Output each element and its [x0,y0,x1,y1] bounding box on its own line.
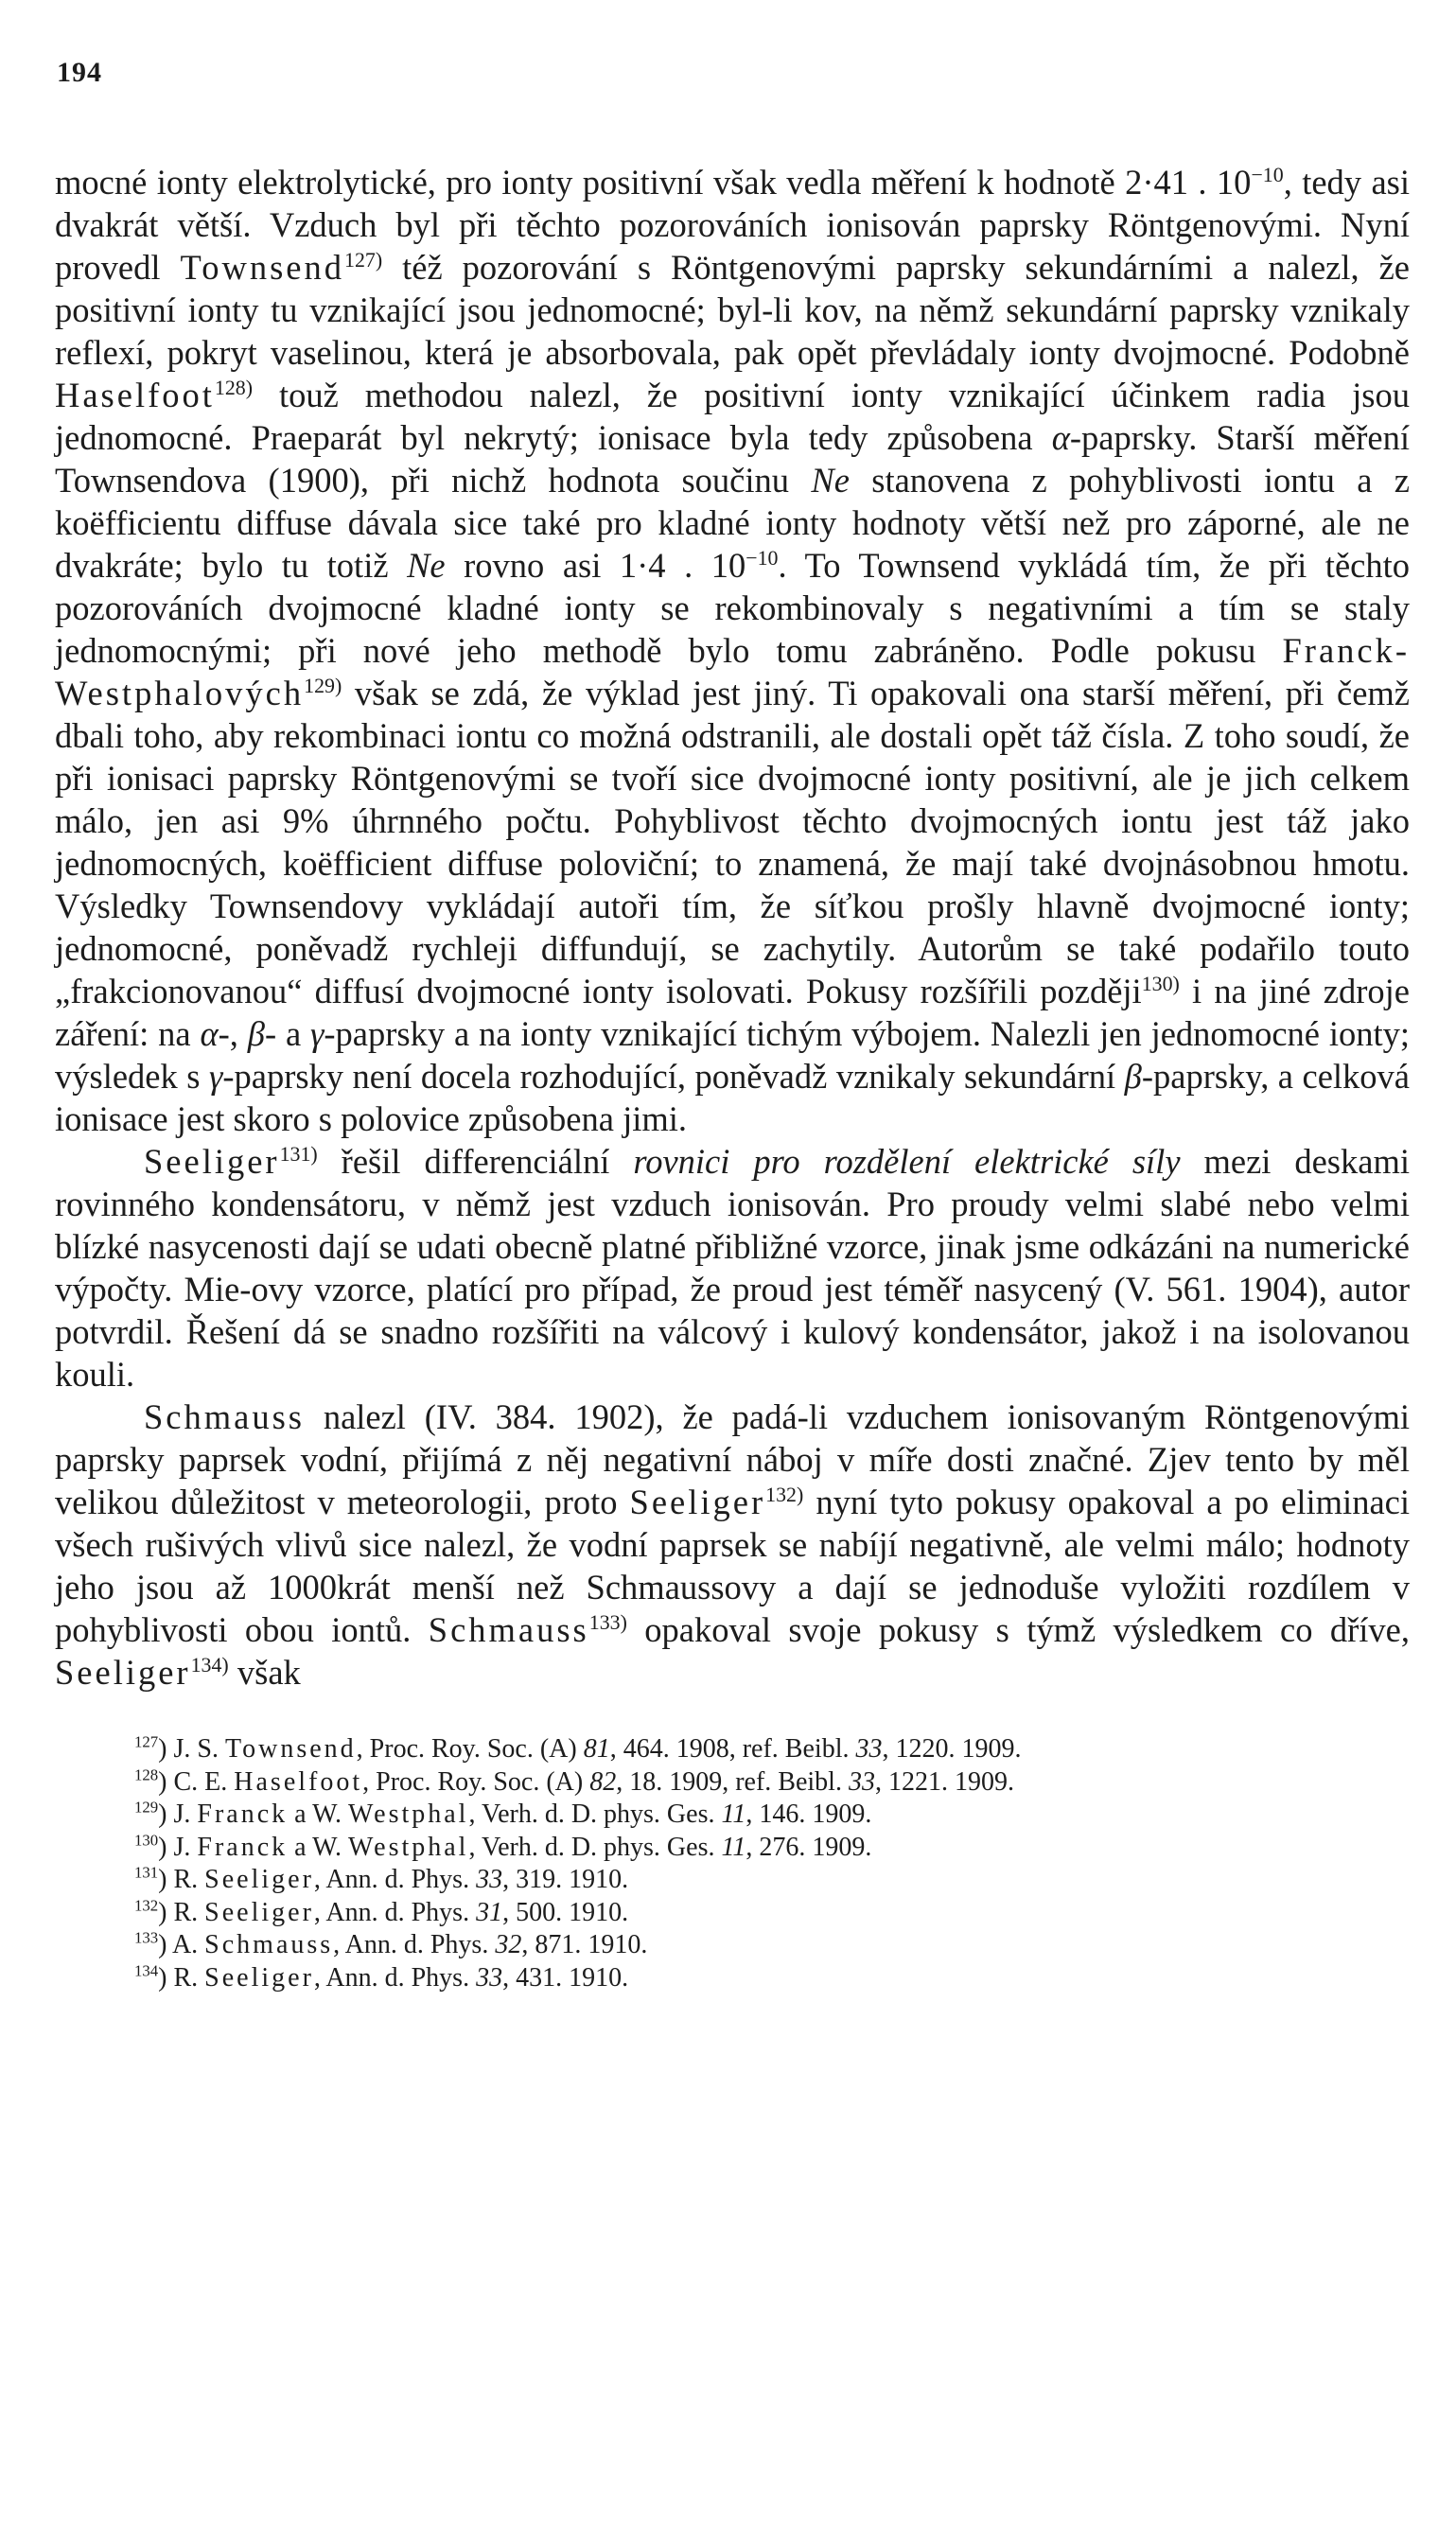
footnote [55,1864,1410,1897]
author-name: Schmauss [204,1930,334,1959]
reference-mark: 131) [279,1141,318,1166]
text-run: , 1221. 1909. [874,1766,1014,1797]
text-run: ) J. [158,1832,198,1862]
text-run: rovno asi 1·4 . 10 [445,546,746,585]
text-run: -, [218,1014,248,1053]
author-name: Seeliger [629,1483,766,1521]
text-run: , Ann. d. Phys. [313,1897,477,1927]
text-run: -paprsky. Starší měření Townsendova (1900), při nichž hodnota součinu [55,418,1410,500]
italic-text: β [1124,1057,1142,1096]
text-run: -paprsky a na ionty vznikající tichým výbojem. Nalezli jen jednomocné ionty; výsledek s [55,1014,1410,1096]
text-run: -paprsky, a celková ionisace jest skoro s polovice způsobena jimi. [55,1057,1410,1138]
page-number: 194 [57,57,102,88]
text-run: . To Townsend vykládá tím, že při těchto pozorováních dvojmocné kladné ionty se rekombinovaly s negativními a tím se staly jednomocnými; při nové jeho methodě bylo tomu zabráněno. Podle pokusu [55,546,1410,670]
text-run: , Proc. Roy. Soc. (A) [356,1734,584,1764]
text-run: nyní tyto pokusy opakoval a po eliminaci všech rušivých vlivů sice nalezl, že vodní paprsek se nabíjí negativně, ale velmi málo; hodnoty jeho jsou až 1000krát menší než Schmaussovy a dají se jednoduše vyložiti rozdílem v pohyblivosti obou iontů. [55,1483,1410,1649]
text-run: též pozorování s Röntgenovými paprsky sekundárními a nalezl, že positivní ionty tu vznikající jsou jednomocné; byl-li kov, na němž sekundární paprsky vznikaly reflexí, pokryt vaselinou, která je absorbovala, pak opět převládaly ionty dvojmocné. Podobně [55,248,1410,372]
text-run: , Ann. d. Phys. [313,1865,477,1894]
author-name: Seeliger [204,1865,314,1894]
reference-mark: 128) [214,375,254,399]
text-run: , Ann. d. Phys. [333,1930,496,1959]
text-run: , tedy asi dvakrát větší. Vzduch byl při těchto pozorováních ionisován paprsky Röntgenovými. Nyní provedl [55,163,1411,287]
text-run: ) C. E. [158,1766,235,1797]
text-run: a W. [288,1800,348,1829]
text-run: ) J. S. [158,1734,225,1764]
reference-mark: 129) [304,673,342,697]
author-name: Seeliger [144,1142,280,1181]
text-run: , Ann. d. Phys. [313,1962,477,1993]
italic-text: γ [208,1057,223,1096]
reference-mark: 133) [588,1609,627,1634]
reference-mark: 131 [134,1863,159,1882]
text-run: , 319. 1910. [502,1865,629,1894]
text-run: ) J. [158,1800,198,1829]
italic-text: 33 [476,1865,503,1894]
text-run: , 871. 1910. [521,1930,648,1959]
author-name: Westphal [347,1800,469,1829]
reference-mark: 132) [765,1482,804,1506]
body-text [55,161,1410,1694]
text-run: -paprsky není docela rozhodující, poněvadž vznikaly sekundární [222,1057,1125,1096]
author-name: Seeliger [204,1962,314,1993]
author-name: Seeliger [55,1653,191,1692]
italic-text: 33 [848,1766,875,1797]
reference-mark: 128 [134,1765,159,1784]
reference-mark: 127) [344,247,383,272]
reference-mark: 133 [134,1928,159,1947]
reference-mark: 134 [134,1961,159,1980]
italic-text: 32 [495,1930,522,1959]
reference-mark: 130) [1141,971,1180,995]
author-name: Franck [197,1800,289,1829]
author-name: Seeliger [204,1897,314,1927]
text-run: , 276. 1909. [746,1832,872,1862]
italic-text: 11 [721,1832,746,1862]
text-run: ) R. [158,1897,205,1927]
text-run: , 500. 1910. [502,1897,629,1927]
italic-text: Ne [407,546,446,585]
text-run: , 1220. 1909. [882,1734,1022,1764]
text-run: touž methodou nalezl, že positivní ionty vznikající účinkem radia jsou jednomocné. Praeparát byl nekrytý; ionisace byla tedy způsobena [55,376,1410,457]
author-name: Townsend [180,248,344,287]
text-run: nalezl (IV. 384. 1902), že padá-li vzduchem ionisovaným Röntgenovými paprsky paprsek vodní, přijímá z něj negativní náboj v míře dosti značné. Zjev tento by měl velikou důležitost v meteorologii, proto [55,1397,1410,1521]
italic-text: β [247,1014,265,1053]
author-name: Haselfoot [234,1766,363,1797]
footnote [55,1733,1410,1766]
footnote [55,1799,1410,1832]
italic-text: 31 [476,1897,503,1927]
text-run: opakoval svoje pokusy s týmž výsledkem co dříve, [626,1610,1410,1649]
text-run: řešil differenciální [317,1142,634,1181]
text-run: však [228,1653,301,1692]
text-run: , Verh. d. D. phys. Ges. [468,1800,722,1829]
italic-text: 81 [583,1734,610,1764]
reference-mark: −10 [1251,162,1284,186]
text-run: , 146. 1909. [746,1800,872,1829]
text-run: však se zdá, že výklad jest jiný. Ti opakovali ona starší měření, při čemž dbali toho, aby rekombinaci iontu co možná odstranili, ale dostali opět táž čísla. Z toho soudí, že při ionisaci paprsky Röntgenovými se tvoří sice dvojmocné ionty positivní, ale je jich celkem málo, jen asi 9% úhrnného počtu. Pohyblivost těchto dvojmocných iontu jest táž jako jednomocných, koëfficient diffuse poloviční; to znamená, že mají také dvojnásobnou hmotu. Výsledky Townsendovy vykládají autoři tím, že síťkou prošly hlavně dvojmocné ionty; jednomocné, poněvadž rychleji diffundují, se zachytily. Autorům se také podařilo touto „frakcionovanou“ diffusí dvojmocné ionty isolovati. Pokusy rozšířili později [55,674,1410,1010]
text-run: , 431. 1910. [502,1962,629,1993]
footnotes [55,1733,1410,1994]
author-name: Schmauss [144,1397,305,1436]
italic-text: 82 [589,1766,617,1797]
footnote [55,1832,1410,1865]
author-name: Townsend [224,1734,357,1764]
author-name: Franck-Westphalových [55,631,1410,712]
reference-mark: −10 [746,545,779,570]
italic-text: 11 [721,1800,746,1829]
author-name: Haselfoot [55,376,215,414]
document-page [55,57,1410,1994]
text-run: , 18. 1909, ref. Beibl. [616,1766,849,1797]
text-run: ) A. [158,1930,205,1959]
paragraph [55,161,1410,1140]
text-run: ) R. [158,1962,205,1993]
italic-text: rovnici pro rozdělení elektrické síly [633,1142,1181,1181]
text-run: a W. [288,1832,348,1862]
footnote [55,1897,1410,1930]
italic-text: 33 [855,1734,883,1764]
text-run: , 464. 1908, ref. Beibl. [609,1734,856,1764]
italic-text: α [1051,418,1070,457]
footnote [55,1962,1410,1995]
text-run: mezi deskami rovinného kondensátoru, v němž jest vzduch ionisován. Pro proudy velmi slabé nebo velmi blízké nasycenosti dají se udati obecně platné přibližné vzorce, jinak jsme odkázáni na numerické výpočty. Mie-ovy vzorce, platící pro případ, že proud jest téměř nasycený (V. 561. 1904), autor potvrdil. Řešení dá se snadno rozšířiti na válcový i kulový kondensátor, jakož i na isolovanou kouli. [55,1142,1410,1394]
paragraph [55,1396,1410,1694]
text-run: , Proc. Roy. Soc. (A) [362,1766,590,1797]
text-run: stanovena z pohyblivosti iontu a z koëfficientu diffuse dávala sice také pro kladné ionty hodnoty větší než pro záporné, ale ne dvakráte; bylo tu totiž [55,461,1410,585]
reference-mark: 132 [134,1896,159,1915]
paragraph [55,1140,1410,1396]
italic-text: Ne [811,461,850,500]
text-run: mocné ionty elektrolytické, pro ionty positivní však vedla měření k hodnotě 2·41 . 10 [55,163,1252,202]
reference-mark: 127 [134,1732,159,1751]
author-name: Schmauss [428,1610,589,1649]
italic-text: α [200,1014,219,1053]
italic-text: 33 [476,1962,503,1993]
reference-mark: 134) [190,1652,229,1677]
text-run: i na jiné zdroje záření: na [55,972,1410,1053]
text-run: - a [264,1014,311,1053]
author-name: Westphal [347,1832,469,1862]
text-run: ) R. [158,1865,205,1894]
reference-mark: 130 [134,1831,159,1850]
author-name: Franck [197,1832,289,1862]
italic-text: γ [310,1014,325,1053]
footnote [55,1766,1410,1800]
footnote [55,1929,1410,1962]
reference-mark: 129 [134,1798,159,1817]
text-run: , Verh. d. D. phys. Ges. [468,1832,722,1862]
